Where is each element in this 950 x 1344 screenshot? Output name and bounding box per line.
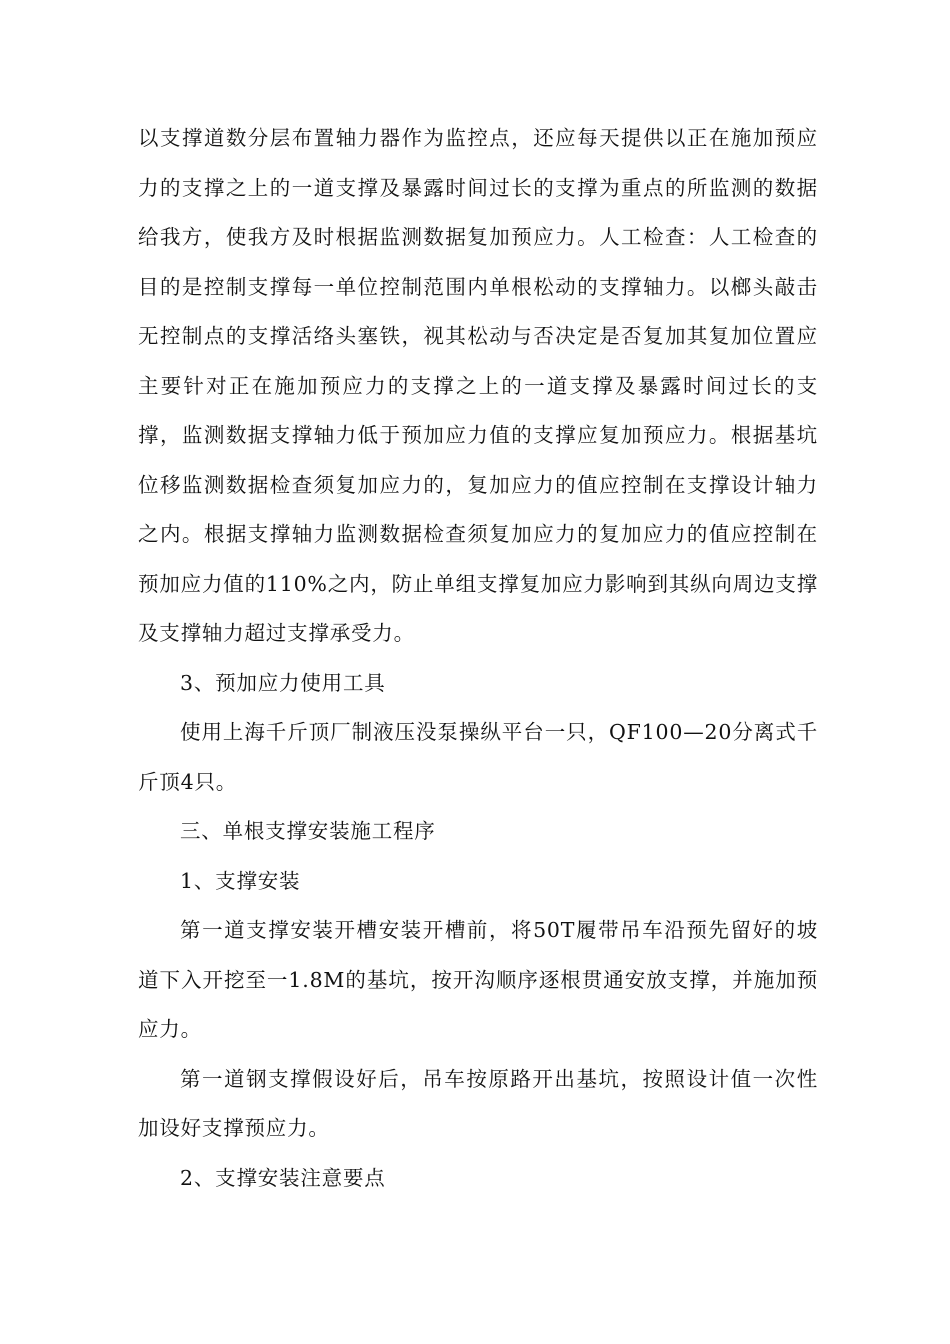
heading-support-install: 1、支撑安装 xyxy=(180,868,301,893)
document-body xyxy=(138,114,818,1203)
paragraph-steel-support: 第一道钢支撑假设好后，吊车按原路开出基坑，按照设计值一次性加设好支撑预应力。 xyxy=(138,1066,818,1140)
heading-prestress-tools: 3、预加应力使用工具 xyxy=(180,670,386,695)
heading-install-notes: 2、支撑安装注意要点 xyxy=(180,1165,386,1190)
heading-section-three: 三、单根支撑安装施工程序 xyxy=(180,819,436,843)
paragraph-monitoring: 以支撑道数分层布置轴力器作为监控点，还应每天提供以正在施加预应力的支撑之上的一道支撑及暴露时间过长的支撑为重点的所监测的数据给我方，使我方及时根据监测数据复加预应力。人工检查：人工检查的目的是控制支撑每一单位控制范围内单根松动的支撑轴力。以榔头敲击无控制点的支撑活络头塞铁，视其松动与否决定是否复加其复加位置应主要针对正在施加预应力的支撑之上的一道支撑及暴露时间过长的支撑，监测数据支撑轴力低于预加应力值的支撑应复加预应力。根据基坑位移监测数据检查须复加应力的，复加应力的值应控制在支撑设计轴力之内。根据支撑轴力监测数据检查须复加应力的复加应力的值应控制在预加应力值的110%之内，防止单组支撑复加应力影响到其纵向周边支撑及支撑轴力超过支撑承受力。 xyxy=(138,126,818,645)
paragraph-first-support: 第一道支撑安装开槽安装开槽前，将50T履带吊车沿预先留好的坡道下入开挖至一1.8M的基坑，按开沟顺序逐根贯通安放支撑，并施加预应力。 xyxy=(138,918,818,1041)
paragraph-tools: 使用上海千斤顶厂制液压没泵操纵平台一只，QF100—20分离式千斤顶4只。 xyxy=(138,720,818,794)
